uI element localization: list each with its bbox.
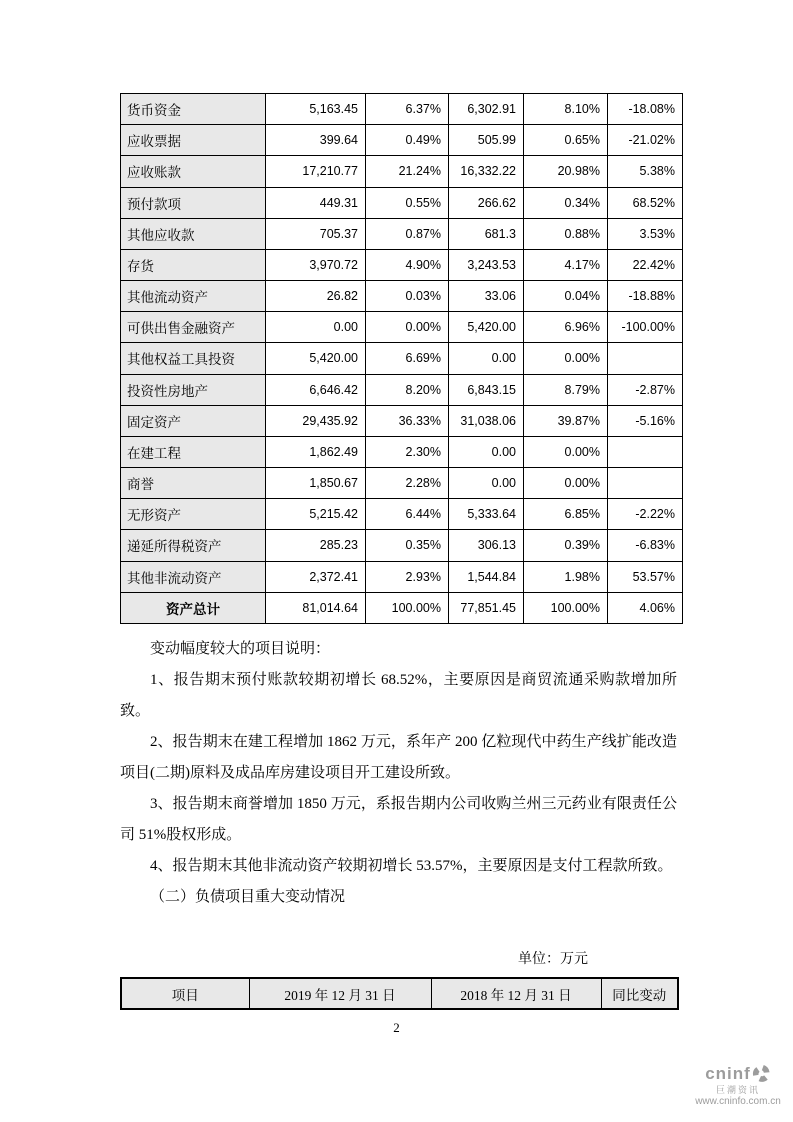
header-item: 项目 (121, 978, 249, 1009)
change-pct-cell (608, 468, 683, 499)
asset-item-label: 商誉 (121, 468, 266, 499)
asset-item-label: 投资性房地产 (121, 374, 266, 405)
notes-section (120, 634, 677, 913)
amount-2019-cell: 399.64 (266, 125, 366, 156)
cninfo-wordmark: cninf (705, 1064, 751, 1083)
table-row (121, 125, 683, 156)
unit-label: 单位：万元 (518, 952, 588, 967)
cninfo-url: www.cninfo.com.cn (695, 1096, 781, 1107)
table-row (121, 436, 683, 467)
change-pct-cell: -21.02% (608, 125, 683, 156)
pct-2019-cell: 0.00% (366, 312, 449, 343)
pct-2018-cell: 0.65% (524, 125, 608, 156)
pct-2019-cell: 2.93% (366, 561, 449, 592)
pct-2019-cell: 0.49% (366, 125, 449, 156)
note-item-2: 2、报告期末在建工程增加 1862 万元，系年产 200 亿粒现代中药生产线扩能改造项目(二期)原料及成品库房建设项目开工建设所致。 (120, 734, 677, 781)
table-row (121, 156, 683, 187)
pct-2019-cell: 0.03% (366, 281, 449, 312)
pct-2019-cell: 100.00% (366, 592, 449, 623)
change-pct-cell: 4.06% (608, 592, 683, 623)
table-row (121, 405, 683, 436)
change-pct-cell: 3.53% (608, 218, 683, 249)
table-row (121, 561, 683, 592)
amount-2018-cell: 0.00 (449, 468, 524, 499)
pct-2018-cell: 8.79% (524, 374, 608, 405)
pct-2018-cell: 1.98% (524, 561, 608, 592)
cninfo-logo (688, 1064, 788, 1108)
pct-2019-cell: 0.35% (366, 530, 449, 561)
note-item-1: 1、报告期末预付账款较期初增长 68.52%，主要原因是商贸流通采购款增加所致。 (120, 672, 677, 719)
amount-2018-cell: 77,851.45 (449, 592, 524, 623)
asset-item-label: 其他权益工具投资 (121, 343, 266, 374)
amount-2019-cell: 3,970.72 (266, 249, 366, 280)
change-pct-cell: 5.38% (608, 156, 683, 187)
notes-intro: 变动幅度较大的项目说明： (150, 641, 331, 657)
table-row (121, 187, 683, 218)
pct-2018-cell: 20.98% (524, 156, 608, 187)
pct-2019-cell: 6.37% (366, 94, 449, 125)
amount-2019-cell: 29,435.92 (266, 405, 366, 436)
pct-2019-cell: 2.30% (366, 436, 449, 467)
amount-2019-cell: 5,215.42 (266, 499, 366, 530)
pct-2018-cell: 0.34% (524, 187, 608, 218)
change-pct-cell: -5.16% (608, 405, 683, 436)
asset-item-label: 资产总计 (121, 592, 266, 623)
table-row (121, 94, 683, 125)
pct-2018-cell: 0.39% (524, 530, 608, 561)
asset-change-table (120, 93, 683, 624)
table-row (121, 343, 683, 374)
amount-2018-cell: 31,038.06 (449, 405, 524, 436)
pct-2018-cell: 6.96% (524, 312, 608, 343)
amount-2019-cell: 0.00 (266, 312, 366, 343)
pct-2018-cell: 100.00% (524, 592, 608, 623)
amount-2018-cell: 16,332.22 (449, 156, 524, 187)
amount-2018-cell: 0.00 (449, 343, 524, 374)
liability-change-table (120, 977, 679, 1010)
pct-2018-cell: 6.85% (524, 499, 608, 530)
asset-item-label: 存货 (121, 249, 266, 280)
amount-2018-cell: 306.13 (449, 530, 524, 561)
asset-item-label: 其他非流动资产 (121, 561, 266, 592)
amount-2019-cell: 285.23 (266, 530, 366, 561)
asset-item-label: 可供出售金融资产 (121, 312, 266, 343)
pct-2018-cell: 0.00% (524, 343, 608, 374)
note-item-4: 4、报告期末其他非流动资产较期初增长 53.57%，主要原因是支付工程款所致。 (150, 858, 673, 874)
cninfo-swirl-icon (752, 1064, 771, 1083)
amount-2019-cell: 6,646.42 (266, 374, 366, 405)
amount-2018-cell: 6,302.91 (449, 94, 524, 125)
pct-2018-cell: 0.00% (524, 468, 608, 499)
asset-item-label: 递延所得税资产 (121, 530, 266, 561)
section-heading: （二）负债项目重大变动情况 (150, 889, 346, 905)
amount-2019-cell: 17,210.77 (266, 156, 366, 187)
asset-item-label: 其他应收款 (121, 218, 266, 249)
amount-2019-cell: 5,163.45 (266, 94, 366, 125)
pct-2019-cell: 0.87% (366, 218, 449, 249)
amount-2019-cell: 449.31 (266, 187, 366, 218)
table-row (121, 281, 683, 312)
amount-2019-cell: 26.82 (266, 281, 366, 312)
asset-item-label: 应收票据 (121, 125, 266, 156)
asset-item-label: 无形资产 (121, 499, 266, 530)
amount-2018-cell: 6,843.15 (449, 374, 524, 405)
change-pct-cell: -18.08% (608, 94, 683, 125)
amount-2018-cell: 5,420.00 (449, 312, 524, 343)
amount-2019-cell: 2,372.41 (266, 561, 366, 592)
pct-2018-cell: 8.10% (524, 94, 608, 125)
change-pct-cell: 53.57% (608, 561, 683, 592)
amount-2018-cell: 505.99 (449, 125, 524, 156)
amount-2018-cell: 681.3 (449, 218, 524, 249)
change-pct-cell: 22.42% (608, 249, 683, 280)
change-pct-cell: -6.83% (608, 530, 683, 561)
table-row (121, 374, 683, 405)
header-date-2018: 2018 年 12 月 31 日 (431, 978, 601, 1009)
asset-item-label: 在建工程 (121, 436, 266, 467)
table-row (121, 530, 683, 561)
amount-2018-cell: 33.06 (449, 281, 524, 312)
table-row (121, 499, 683, 530)
amount-2018-cell: 5,333.64 (449, 499, 524, 530)
amount-2019-cell: 1,862.49 (266, 436, 366, 467)
table-row (121, 218, 683, 249)
amount-2018-cell: 0.00 (449, 436, 524, 467)
page-number: 2 (393, 1020, 400, 1035)
table-row (121, 249, 683, 280)
pct-2019-cell: 6.44% (366, 499, 449, 530)
table-row (121, 312, 683, 343)
pct-2018-cell: 4.17% (524, 249, 608, 280)
asset-item-label: 其他流动资产 (121, 281, 266, 312)
cninfo-chinese-name: 巨潮资讯 (715, 1085, 760, 1095)
pct-2018-cell: 0.04% (524, 281, 608, 312)
change-pct-cell: -2.22% (608, 499, 683, 530)
pct-2019-cell: 8.20% (366, 374, 449, 405)
amount-2019-cell: 705.37 (266, 218, 366, 249)
note-item-3: 3、报告期末商誉增加 1850 万元，系报告期内公司收购兰州三元药业有限责任公司 51%股权形成。 (120, 796, 677, 843)
table-header-row (121, 978, 678, 1009)
table-row (121, 592, 683, 623)
amount-2019-cell: 81,014.64 (266, 592, 366, 623)
change-pct-cell: -2.87% (608, 374, 683, 405)
pct-2018-cell: 39.87% (524, 405, 608, 436)
amount-2018-cell: 1,544.84 (449, 561, 524, 592)
change-pct-cell (608, 436, 683, 467)
change-pct-cell (608, 343, 683, 374)
change-pct-cell: -100.00% (608, 312, 683, 343)
amount-2018-cell: 266.62 (449, 187, 524, 218)
amount-2019-cell: 5,420.00 (266, 343, 366, 374)
pct-2018-cell: 0.00% (524, 436, 608, 467)
pct-2019-cell: 36.33% (366, 405, 449, 436)
change-pct-cell: 68.52% (608, 187, 683, 218)
amount-2019-cell: 1,850.67 (266, 468, 366, 499)
amount-2018-cell: 3,243.53 (449, 249, 524, 280)
pct-2019-cell: 2.28% (366, 468, 449, 499)
table-row (121, 468, 683, 499)
header-yoy-change: 同比变动 (601, 978, 678, 1009)
pct-2019-cell: 6.69% (366, 343, 449, 374)
asset-item-label: 应收账款 (121, 156, 266, 187)
asset-item-label: 预付款项 (121, 187, 266, 218)
asset-item-label: 固定资产 (121, 405, 266, 436)
header-date-2019: 2019 年 12 月 31 日 (249, 978, 431, 1009)
pct-2019-cell: 4.90% (366, 249, 449, 280)
pct-2019-cell: 0.55% (366, 187, 449, 218)
change-pct-cell: -18.88% (608, 281, 683, 312)
pct-2018-cell: 0.88% (524, 218, 608, 249)
pct-2019-cell: 21.24% (366, 156, 449, 187)
asset-item-label: 货币资金 (121, 94, 266, 125)
